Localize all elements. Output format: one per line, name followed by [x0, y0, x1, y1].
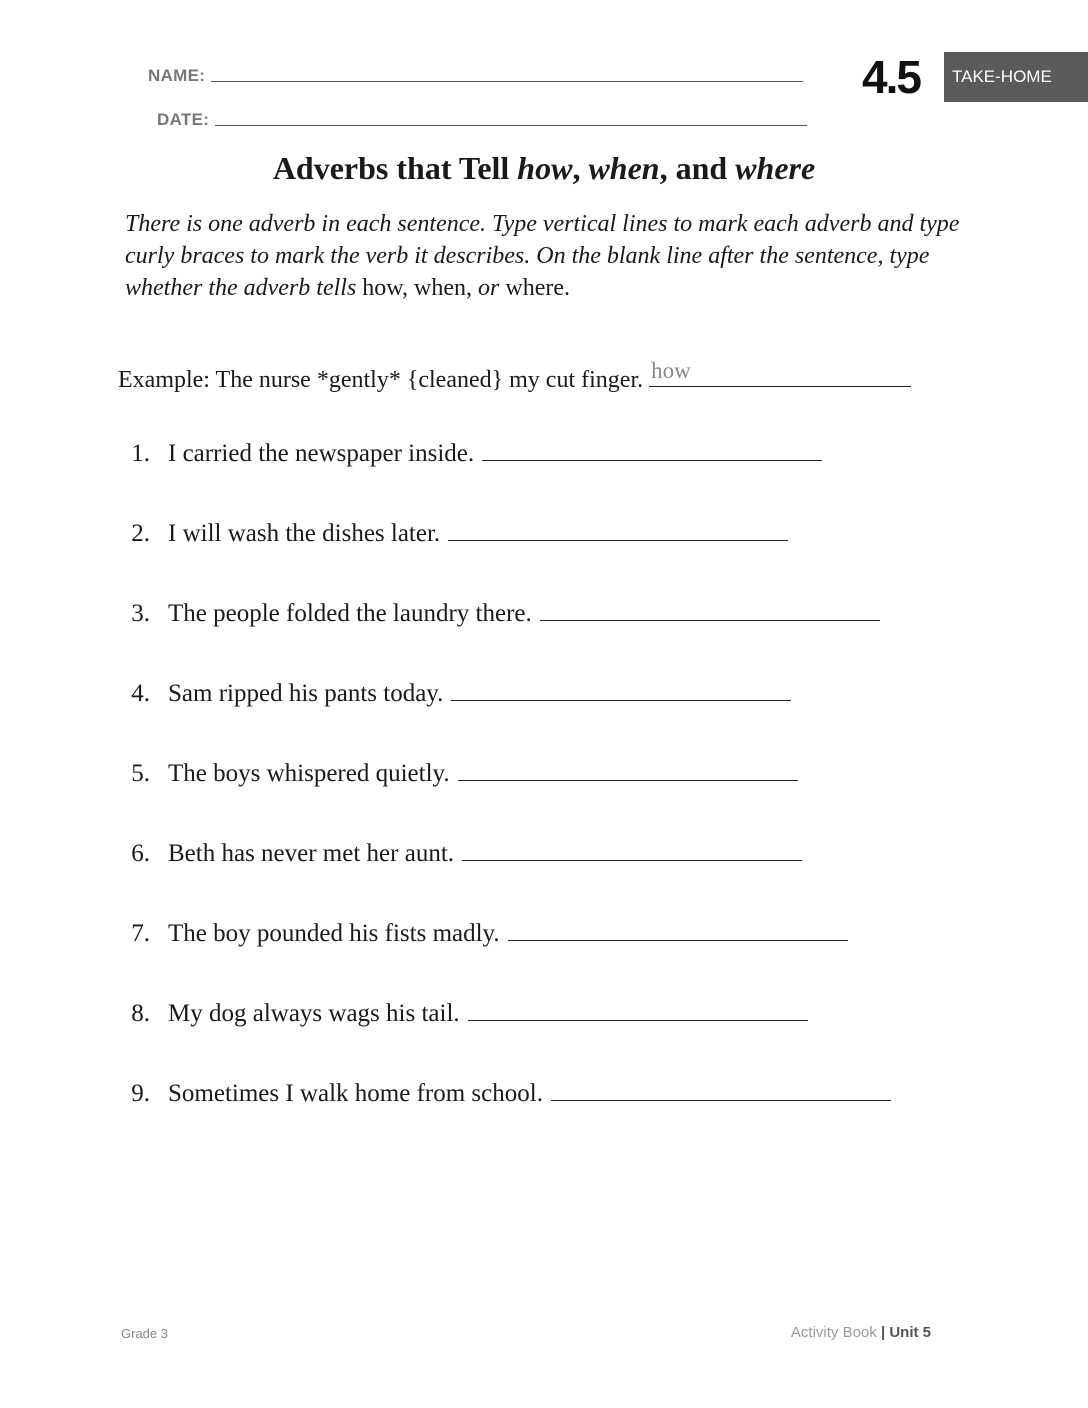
lesson-number: 4.5	[862, 51, 920, 103]
question-text-row	[168, 760, 798, 788]
question-text: I carried the newspaper inside.	[168, 440, 475, 467]
question-text-row	[168, 680, 791, 708]
question-number: 1.	[131, 440, 150, 467]
name-field-row	[148, 66, 803, 86]
question-text: Sam ripped his pants today.	[168, 680, 444, 707]
title-how: how	[517, 150, 573, 186]
question-number: 8.	[131, 1000, 150, 1027]
question-text-row	[168, 600, 880, 628]
question-text: I will wash the dishes later.	[168, 520, 441, 547]
example-answer: how	[651, 358, 691, 383]
date-label: DATE:	[157, 110, 210, 129]
question-text: The people folded the laundry there.	[168, 600, 532, 627]
example-row	[118, 358, 911, 394]
question-text: The boys whispered quietly.	[168, 760, 450, 787]
question-text-row	[168, 1000, 808, 1028]
question-number: 3.	[131, 600, 150, 627]
date-field-row	[157, 110, 807, 130]
question-text-row	[168, 920, 848, 948]
answer-blank[interactable]	[448, 522, 788, 541]
answer-blank[interactable]	[458, 762, 798, 781]
instructions	[125, 208, 1005, 304]
instructions-w2: where.	[505, 275, 571, 301]
instructions-or: or	[472, 275, 506, 301]
name-line[interactable]	[211, 81, 803, 82]
example-sentence: Example: The nurse *gently* {cleaned} my cut finger.	[118, 367, 644, 393]
question-text-row	[168, 520, 788, 548]
footer-book: Activity Book	[790, 1324, 877, 1341]
answer-blank[interactable]	[468, 1002, 808, 1021]
question-text-row	[168, 440, 822, 468]
take-home-tag: TAKE-HOME	[944, 52, 1088, 102]
title-part1: Adverbs that Tell	[272, 150, 518, 186]
question-text: The boy pounded his fists madly.	[168, 920, 500, 947]
title-where: where	[735, 150, 816, 186]
footer-unit: Unit 5	[889, 1324, 931, 1341]
question-text: Beth has never met her aunt.	[168, 840, 455, 867]
example-answer-line	[649, 358, 911, 387]
answer-blank[interactable]	[451, 682, 791, 701]
page-title	[0, 150, 1088, 187]
question-text-row	[168, 1080, 891, 1108]
answer-blank[interactable]	[540, 602, 880, 621]
answer-blank[interactable]	[462, 842, 802, 861]
question-text-row	[168, 840, 802, 868]
footer-book-unit	[791, 1324, 931, 1341]
question-number: 6.	[131, 840, 150, 867]
answer-blank[interactable]	[551, 1082, 891, 1101]
footer-separator: |	[876, 1324, 890, 1341]
footer-grade: Grade 3	[121, 1326, 168, 1341]
name-label: NAME:	[148, 66, 206, 85]
title-when: when	[588, 150, 660, 186]
answer-blank[interactable]	[508, 922, 848, 941]
question-number: 2.	[131, 520, 150, 547]
instructions-text: There is one adverb in each sentence. Type vertical lines to mark each adverb and type curly braces to mark the verb it describes. On the blank line after the sentence, type whether the adverb tells	[125, 211, 960, 301]
question-text: Sometimes I walk home from school.	[168, 1080, 543, 1107]
question-number: 4.	[131, 680, 150, 707]
title-comma1: ,	[572, 150, 589, 186]
date-line[interactable]	[215, 125, 807, 126]
question-text: My dog always wags his tail.	[168, 1000, 460, 1027]
question-number: 9.	[131, 1080, 150, 1107]
question-number: 7.	[131, 920, 150, 947]
instructions-w1: how, when,	[362, 275, 473, 301]
answer-blank[interactable]	[482, 442, 822, 461]
title-comma2: , and	[659, 150, 736, 186]
question-number: 5.	[131, 760, 150, 787]
